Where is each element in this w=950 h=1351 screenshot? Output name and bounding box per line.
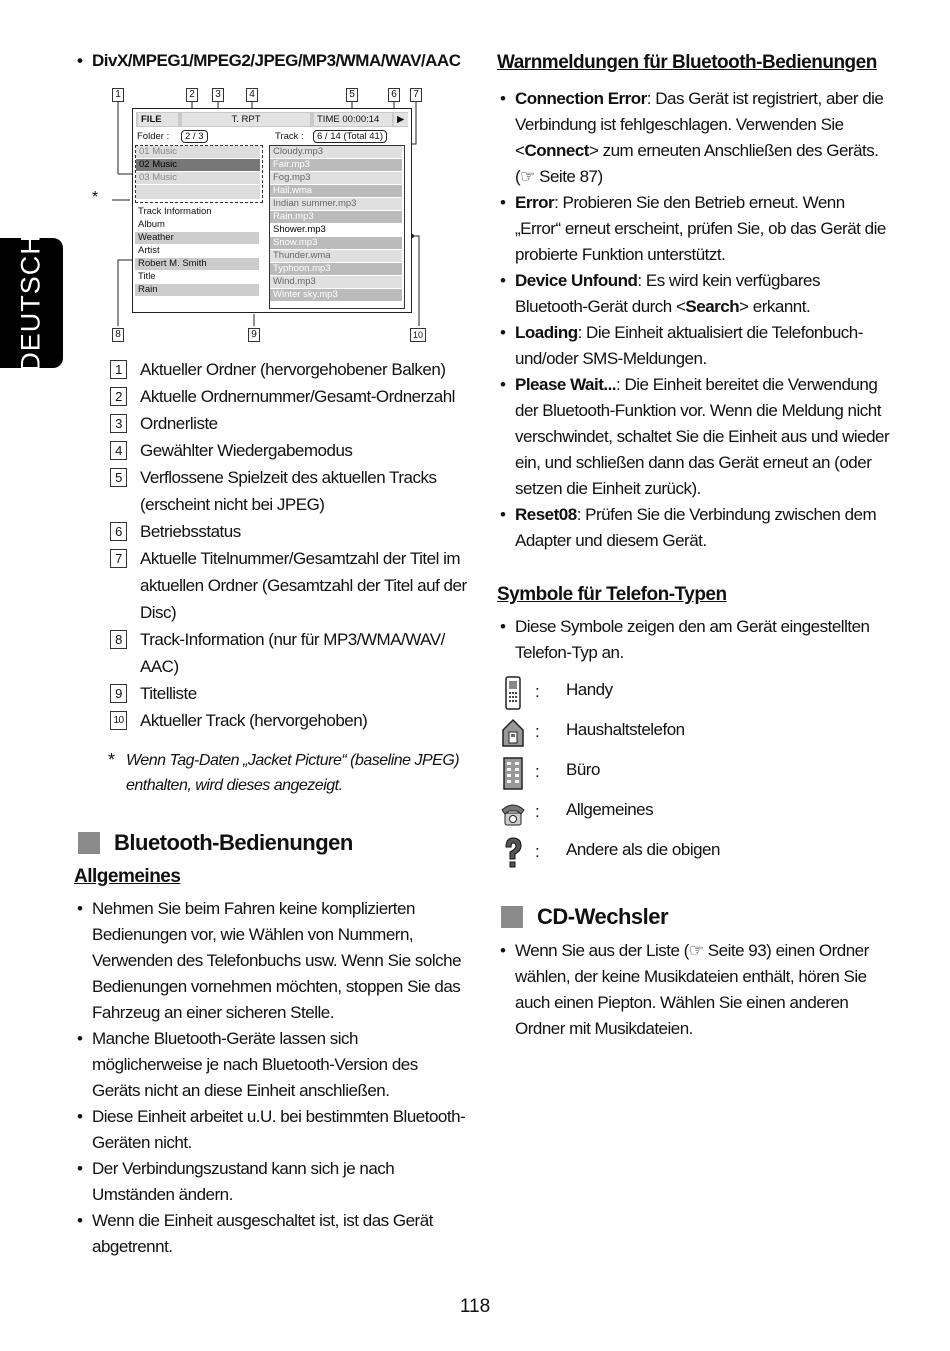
legend-number: 3 (110, 414, 127, 433)
section-title: CD-Wechsler (537, 904, 669, 929)
warning-text-2: > zum erneuten Anschließen des Geräts. (☞ Seite 87) (515, 141, 879, 186)
callout-7: 7 (410, 88, 422, 102)
telephone-icon (501, 796, 525, 830)
device-screen (132, 108, 412, 313)
warning-term: Device Unfound (515, 271, 638, 290)
callout-9: 9 (248, 328, 260, 342)
track-info-title: Track Information (138, 206, 212, 217)
warning-item (497, 190, 892, 268)
callout-legend (74, 356, 469, 734)
repeat-mode: T. RPT (182, 113, 310, 126)
question-mark-icon (501, 836, 525, 870)
phone-type-row (497, 834, 892, 874)
legend-number: 2 (110, 387, 127, 406)
legend-item (74, 680, 469, 707)
legend-number: 6 (110, 522, 127, 541)
symbol-colon: : (535, 842, 540, 861)
note-text: Wenn Tag-Daten „Jacket Picture“ (baseline JPEG) enthalten, wird dieses angezeigt. (126, 752, 460, 794)
track-info-row: Title (138, 271, 156, 282)
status-bar (136, 112, 408, 127)
list-item: • Nehmen Sie beim Fahren keine komplizierten Bedienungen vor, wie Wählen von Nummern, Verwenden des Telefonbuchs usw. Wenn Sie solche Bedienungen vornehmen möchten, stoppen Sie das Fahrzeug an einer sicheren Stelle. (74, 896, 469, 1026)
legend-text: Gewählter Wiedergabemodus (140, 441, 353, 460)
callout-5: 5 (346, 88, 358, 102)
page-number: 118 (459, 1296, 491, 1317)
legend-text: Verflossene Spielzeit des aktuellen Tracks (erscheint nicht bei JPEG) (140, 468, 437, 514)
legend-text: Aktuelle Titelnummer/Gesamtzahl der Titel im aktuellen Ordner (Gesamtzahl der Titel auf der Disc) (140, 549, 467, 622)
bluetooth-general-list (74, 896, 469, 1260)
warning-messages-list (497, 86, 892, 554)
elapsed-time: TIME 00:00:14 (314, 113, 392, 126)
track-item: Typhoon.mp3 (270, 263, 402, 275)
list-item: • Diese Einheit arbeitet u.U. bei bestimmten Bluetooth-Geräten nicht. (74, 1104, 469, 1156)
legend-item (74, 626, 469, 680)
folder-item: 03 Music (136, 172, 260, 184)
warning-item (497, 320, 892, 372)
legend-item (74, 518, 469, 545)
cd-changer-list (497, 938, 892, 1042)
warning-term: Connection Error (515, 89, 647, 108)
track-item: Fog.mp3 (270, 172, 402, 184)
house-phone-icon (501, 716, 525, 750)
folder-item-empty (136, 185, 260, 199)
callout-10: 10 (410, 328, 426, 342)
phone-type-row (497, 754, 892, 794)
legend-number: 10 (110, 711, 127, 730)
list-item: • Manche Bluetooth-Geräte lassen sich möglicherweise je nach Bluetooth-Version des Geräts nicht an diese Einheit anschließen. (74, 1026, 469, 1104)
warning-keyword: Connect (524, 141, 589, 160)
symbol-colon: : (535, 682, 540, 701)
phone-type-label: Büro (566, 760, 600, 779)
warning-text: : Prüfen Sie die Verbindung zwischen dem Adapter und diesem Gerät. (515, 505, 877, 550)
track-item: Winter sky.mp3 (270, 289, 402, 301)
warning-text: : Die Einheit aktualisiert die Telefonbuch- und/oder SMS-Meldungen. (515, 323, 863, 368)
track-label: Track : (275, 131, 304, 142)
track-item: Thunder.wma (270, 250, 402, 262)
legend-number: 5 (110, 468, 127, 487)
symbol-colon: : (535, 722, 540, 741)
track-item: Rain.mp3 (270, 211, 402, 223)
legend-item (74, 383, 469, 410)
track-item: Indian summer.mp3 (270, 198, 402, 210)
warning-text: : Die Einheit bereitet die Verwendung der Bluetooth-Funktion vor. Wenn die Meldung nicht verschwindet, schaltet Sie die Einheit aus und wieder ein, und schließen dann das Gerät erneut an (oder setzen die Einheit zurück). (515, 375, 890, 498)
legend-text: Track-Information (nur für MP3/WMA/WAV/ AAC) (140, 630, 445, 676)
callout-1: 1 (112, 88, 124, 102)
subheading-warnings: Warnmeldungen für Bluetooth-Bedienungen (497, 52, 877, 73)
legend-item (74, 545, 469, 626)
jacket-picture-note (74, 748, 469, 798)
warning-keyword: Search (685, 297, 740, 316)
legend-number: 9 (110, 684, 127, 703)
track-info-panel (135, 206, 263, 310)
warning-text: : Es wird kein verfügbares Bluetooth-Gerät durch < (515, 271, 820, 316)
section-marker-square (78, 832, 100, 854)
track-item: Snow.mp3 (270, 237, 402, 249)
mobile-phone-icon (501, 676, 525, 710)
subheading-general: Allgemeines (74, 866, 181, 887)
language-side-tab (0, 234, 63, 372)
folder-item: 01 Music (136, 146, 260, 158)
warning-item (497, 502, 892, 554)
legend-text: Titelliste (140, 684, 197, 703)
track-info-row: Rain (135, 284, 259, 296)
section-title: Bluetooth-Bedienungen (114, 830, 353, 855)
legend-item (74, 707, 469, 734)
subheading-phone-types: Symbole für Telefon-Typen (497, 584, 727, 605)
callout-2: 2 (186, 88, 198, 102)
formats-heading: • DivX/MPEG1/MPEG2/JPEG/MP3/WMA/WAV/AAC (74, 48, 469, 74)
track-item: Wind.mp3 (270, 276, 402, 288)
legend-text: Aktueller Ordner (hervorgehobener Balken) (140, 360, 446, 379)
symbol-colon: : (535, 762, 540, 781)
track-item: Fair.mp3 (270, 159, 402, 171)
callout-6: 6 (388, 88, 400, 102)
warning-term: Loading (515, 323, 578, 342)
list-item: • Der Verbindungszustand kann sich je nach Umständen ändern. (74, 1156, 469, 1208)
language-tab-label: DEUTSCH (15, 234, 46, 372)
legend-item (74, 356, 469, 383)
track-info-row: Weather (135, 232, 259, 244)
legend-number: 8 (110, 630, 127, 649)
screen-diagram (92, 88, 442, 348)
phone-type-row (497, 794, 892, 834)
callout-3: 3 (212, 88, 224, 102)
track-info-row: Artist (138, 245, 160, 256)
legend-item (74, 464, 469, 518)
office-building-icon (501, 756, 525, 790)
warning-term: Error (515, 193, 555, 212)
note-asterisk: * (108, 750, 115, 770)
track-info-row: Robert M. Smith (135, 258, 259, 270)
right-column (497, 48, 892, 1042)
track-info-row: Album (135, 219, 259, 231)
warning-text-2: > erkannt. (739, 297, 811, 316)
legend-item (74, 410, 469, 437)
phone-type-row (497, 714, 892, 754)
play-status-icon: ▶ (394, 113, 408, 126)
symbol-colon: : (535, 802, 540, 821)
callout-4: 4 (246, 88, 258, 102)
warning-item (497, 86, 892, 190)
list-item: • Wenn die Einheit ausgeschaltet ist, ist das Gerät abgetrennt. (74, 1208, 469, 1260)
section-heading-cd-changer (497, 902, 892, 932)
warning-item (497, 268, 892, 320)
left-column (74, 48, 469, 1260)
phone-type-row (497, 674, 892, 714)
track-list (269, 145, 405, 309)
legend-number: 4 (110, 441, 127, 460)
callout-8: 8 (112, 328, 124, 342)
mode-label: FILE (138, 113, 178, 126)
legend-text: Ordnerliste (140, 414, 218, 433)
phone-type-label: Haushaltstelefon (566, 720, 685, 739)
folder-item-current: 02 Music (136, 159, 260, 171)
warning-text: : Das Gerät ist registriert, aber die Verbindung ist fehlgeschlagen. Verwenden Sie < (515, 89, 884, 160)
legend-text: Betriebsstatus (140, 522, 241, 541)
phone-type-label: Handy (566, 680, 613, 699)
phone-types-intro-list (497, 614, 892, 666)
phone-type-label: Allgemeines (566, 800, 654, 819)
warning-term: Please Wait... (515, 375, 617, 394)
folder-list (135, 145, 263, 203)
track-item: Hail.wma (270, 185, 402, 197)
legend-number: 1 (110, 360, 127, 379)
warning-text: : Probieren Sie den Betrieb erneut. Wenn „Error“ erneut erscheint, prüfen Sie, ob das Gerät die probierte Funktion unterstützt. (515, 193, 886, 264)
track-item-current: Shower.mp3 (270, 224, 402, 236)
track-item: Cloudy.mp3 (270, 146, 402, 158)
track-number: 6 / 14 (Total 41) (313, 130, 387, 143)
section-marker-square (501, 906, 523, 928)
folder-label: Folder : (137, 131, 170, 142)
asterisk-marker: * (92, 189, 99, 206)
warning-item (497, 372, 892, 502)
list-item: • Diese Symbole zeigen den am Gerät eingestellten Telefon-Typ an. (497, 614, 892, 666)
legend-item (74, 437, 469, 464)
section-heading-bluetooth (74, 828, 469, 858)
list-item: • Wenn Sie aus der Liste (☞ Seite 93) einen Ordner wählen, der keine Musikdateien enthält, hören Sie auch einen Piepton. Wählen Sie einen anderen Ordner mit Musikdateien. (497, 938, 892, 1042)
warning-term: Reset08 (515, 505, 577, 524)
folder-number: 2 / 3 (181, 130, 208, 143)
phone-type-symbols (497, 674, 892, 874)
phone-type-label: Andere als die obigen (566, 840, 720, 859)
legend-text: Aktuelle Ordnernummer/Gesamt-Ordnerzahl (140, 387, 455, 406)
legend-text: Aktueller Track (hervorgehoben) (140, 711, 368, 730)
legend-number: 7 (110, 549, 127, 568)
